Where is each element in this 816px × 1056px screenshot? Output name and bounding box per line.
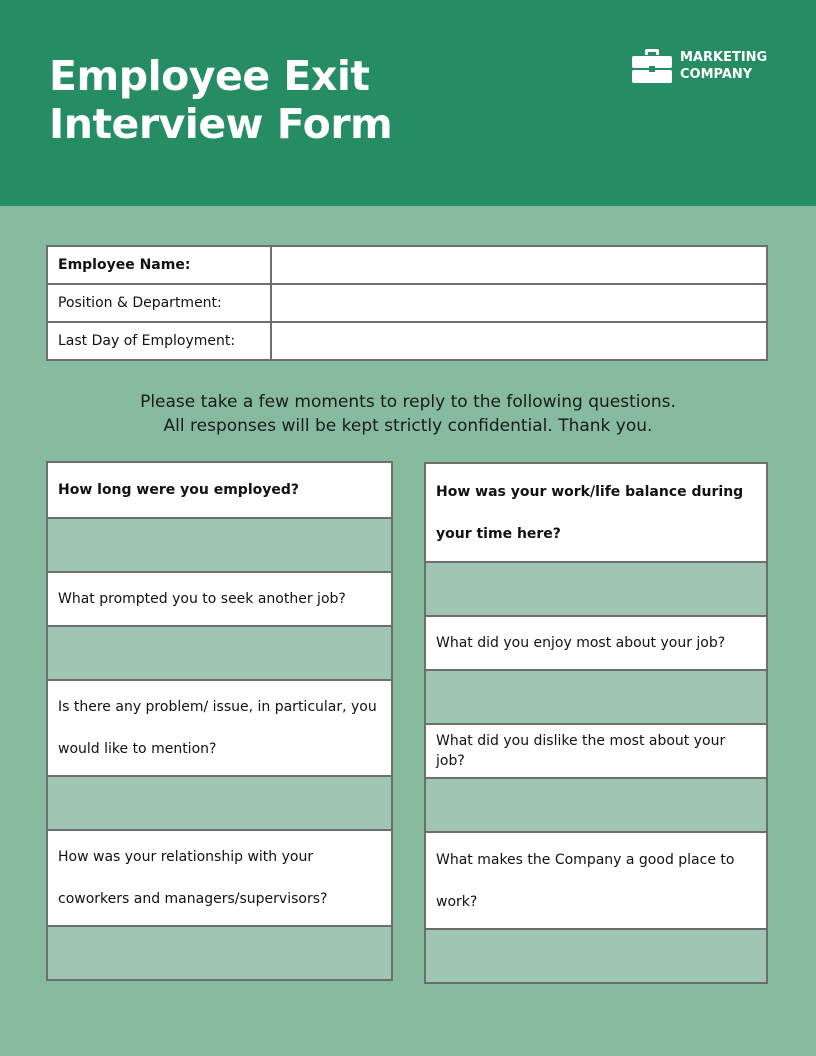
title-line-2: Interview Form xyxy=(49,100,393,148)
header-banner xyxy=(0,0,816,206)
question-good-place-to-work: What makes the Company a good place to work? xyxy=(426,831,766,928)
employee-name-field[interactable] xyxy=(271,246,767,284)
intro-text xyxy=(0,390,816,438)
answer-good-place-to-work[interactable] xyxy=(426,928,766,982)
answer-enjoyed-most[interactable] xyxy=(426,669,766,723)
last-day-label: Last Day of Employment: xyxy=(47,322,271,360)
info-row-name xyxy=(47,246,767,284)
info-row-last-day xyxy=(47,322,767,360)
company-name-line-2: COMPANY xyxy=(680,67,753,82)
intro-line-2: All responses will be kept strictly confidential. Thank you. xyxy=(163,416,653,436)
employee-info-table xyxy=(46,245,768,361)
answer-disliked-most[interactable] xyxy=(426,777,766,831)
question-relationships: How was your relationship with your coworkers and managers/supervisors? xyxy=(48,829,391,925)
position-department-label: Position & Department: xyxy=(47,284,271,322)
page-title xyxy=(49,52,392,148)
briefcase-icon xyxy=(632,49,672,83)
answer-employment-length[interactable] xyxy=(48,517,391,571)
employee-name-label: Employee Name: xyxy=(47,246,271,284)
question-employment-length: How long were you employed? xyxy=(48,463,391,517)
answer-work-life-balance[interactable] xyxy=(426,561,766,615)
question-disliked-most: What did you dislike the most about your job? xyxy=(426,723,766,777)
answer-issues[interactable] xyxy=(48,775,391,829)
question-issues: Is there any problem/ issue, in particular, you would like to mention? xyxy=(48,679,391,775)
answer-job-search-reason[interactable] xyxy=(48,625,391,679)
company-name-line-1: MARKETING xyxy=(680,50,768,65)
question-work-life-balance: How was your work/life balance during your time here? xyxy=(426,464,766,561)
position-department-field[interactable] xyxy=(271,284,767,322)
title-line-1: Employee Exit xyxy=(49,52,370,100)
intro-line-1: Please take a few moments to reply to the following questions. xyxy=(140,392,676,412)
info-row-position xyxy=(47,284,767,322)
question-job-search-reason: What prompted you to seek another job? xyxy=(48,571,391,625)
company-logo xyxy=(632,49,767,83)
answer-relationships[interactable] xyxy=(48,925,391,979)
question-enjoyed-most: What did you enjoy most about your job? xyxy=(426,615,766,669)
company-name xyxy=(680,49,767,83)
last-day-field[interactable] xyxy=(271,322,767,360)
questions-right-column xyxy=(424,462,768,984)
questions-left-column xyxy=(46,461,393,981)
